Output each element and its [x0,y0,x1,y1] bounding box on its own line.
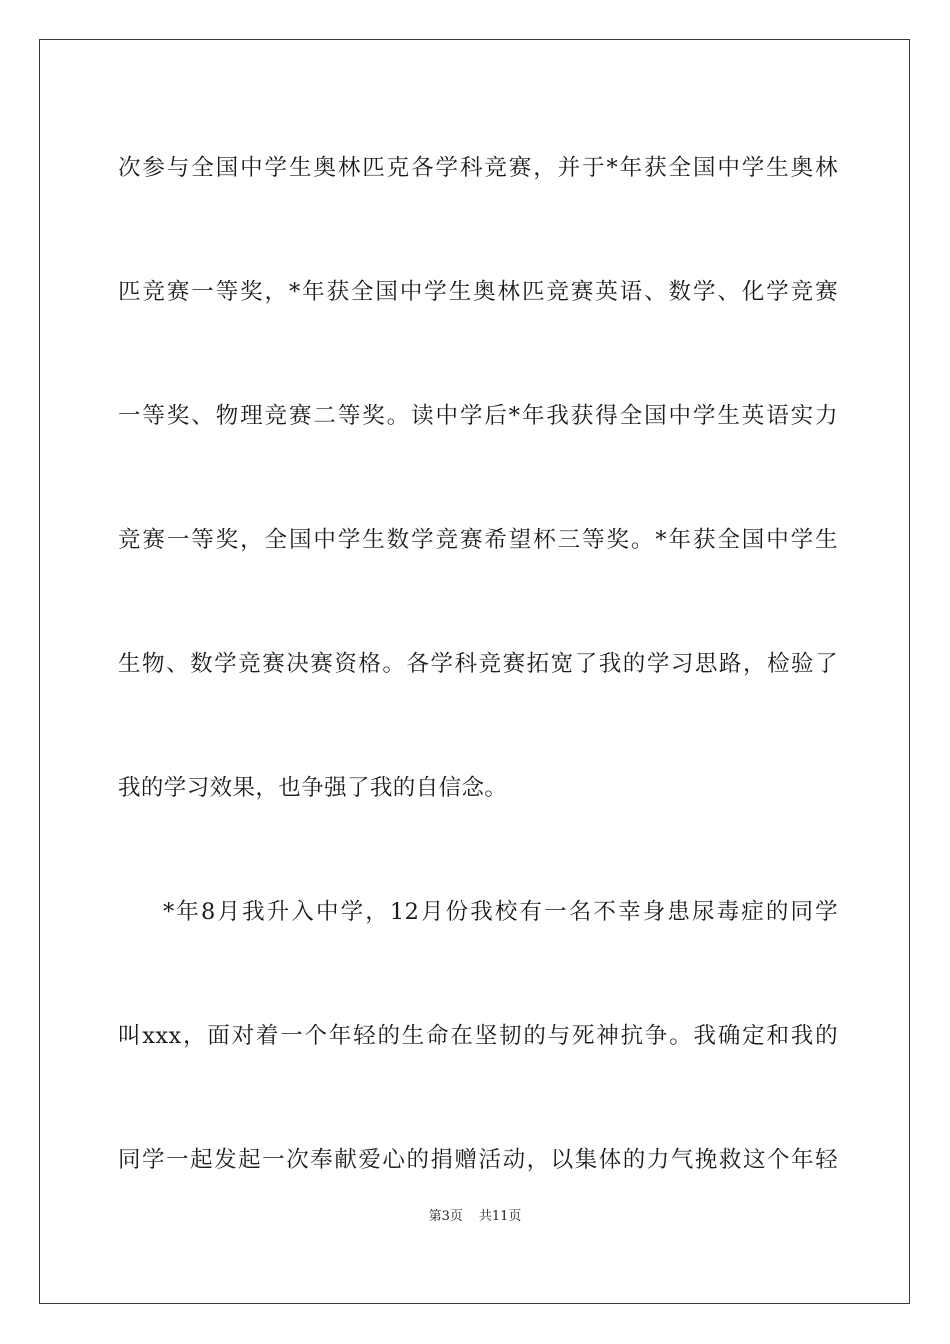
text-line: 叫xxx，面对着一个年轻的生命在坚韧的与死神抗争。我确定和我的 [118,1023,838,1049]
text-line: 我的学习效果，也争强了我的自信念。 [118,775,508,801]
page-border [39,39,910,1304]
text-line: 一等奖、物理竞赛二等奖。读中学后*年我获得全国中学生英语实力 [118,403,838,429]
text-line: 次参与全国中学生奥林匹克各学科竞赛，并于*年获全国中学生奥林 [118,155,838,181]
text-line: 生物、数学竞赛决赛资格。各学科竞赛拓宽了我的学习思路，检验了 [118,651,838,677]
text-line: 同学一起发起一次奉献爱心的捐赠活动，以集体的力气挽救这个年轻 [118,1147,838,1173]
text-line: 匹竞赛一等奖，*年获全国中学生奥林匹竞赛英语、数学、化学竞赛 [118,279,838,305]
page-footer [0,1208,950,1226]
total-pages: 共11页 [478,1209,522,1224]
document-body [118,152,838,1268]
text-line: 竞赛一等奖，全国中学生数学竞赛希望杯三等奖。*年获全国中学生 [118,527,838,553]
text-line-indented: *年8月我升入中学，12月份我校有一名不幸身患尿毒症的同学 [163,899,838,925]
page-number: 第3页 [428,1209,463,1224]
